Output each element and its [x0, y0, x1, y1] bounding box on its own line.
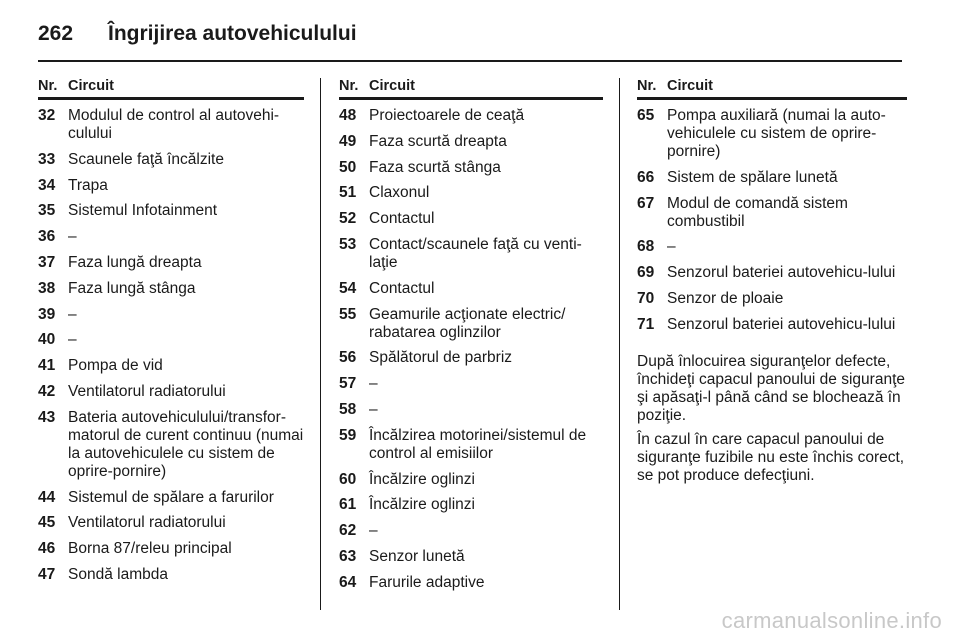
fuse-number: 56 [339, 349, 357, 367]
circuit-name: Borna 87/releu principal [68, 540, 232, 558]
table-row [38, 148, 304, 172]
fuse-number: 68 [637, 238, 655, 256]
table-row [38, 104, 304, 146]
fuse-number: 61 [339, 496, 357, 514]
table-row [339, 424, 603, 466]
fuse-number: 69 [637, 264, 655, 282]
column-divider [320, 78, 321, 610]
page-number: 262 [38, 22, 74, 45]
circuit-name: Sistem de spălare lunetă [667, 168, 838, 186]
circuit-name: – [68, 331, 77, 349]
fuse-number: 66 [637, 168, 655, 186]
circuit-name: Farurile adaptive [369, 573, 485, 591]
table-row [38, 174, 304, 198]
column-divider [619, 78, 620, 610]
fuse-number: 67 [637, 194, 655, 212]
fuse-number: 46 [38, 540, 56, 558]
fuse-number: 58 [339, 400, 357, 418]
fuse-number: 33 [38, 150, 56, 168]
fuse-number: 48 [339, 107, 357, 124]
circuit-name: Ventilatorul radiatorului [68, 514, 226, 532]
table-row [637, 192, 907, 234]
table-row [339, 156, 603, 180]
fuse-number: 52 [339, 210, 357, 228]
fuse-number: 42 [38, 382, 56, 400]
table-row [339, 346, 603, 370]
table-row [38, 380, 304, 404]
table-header [637, 78, 907, 100]
note-paragraph: În cazul în care capacul panoului de siguranţe fuzibile nu este închis corect, se pot produce defecţiuni. [637, 430, 905, 484]
fuse-number: 38 [38, 279, 56, 297]
table-rows [38, 104, 304, 587]
table-row [637, 235, 907, 259]
circuit-name: Modulul de control al autovehi-culului [68, 107, 280, 142]
fuse-number: 49 [339, 132, 357, 150]
table-header [339, 78, 603, 100]
table-header [38, 78, 304, 100]
header-rule [38, 60, 902, 62]
circuit-name: Proiectoarele de ceaţă [369, 107, 525, 124]
circuit-name: – [68, 228, 77, 246]
table-row [339, 104, 603, 128]
circuit-name: – [68, 305, 77, 323]
fuse-number: 59 [339, 426, 357, 444]
table-row [38, 486, 304, 510]
table-row [38, 406, 304, 484]
fuse-number: 32 [38, 107, 56, 124]
fuse-number: 50 [339, 158, 357, 176]
circuit-name: Ventilatorul radiatorului [68, 382, 226, 400]
table-row [38, 251, 304, 275]
table-row [339, 181, 603, 205]
circuit-name: Faza scurtă stânga [369, 158, 501, 176]
table-row [38, 563, 304, 587]
circuit-name: – [369, 400, 378, 418]
circuit-name: – [667, 238, 676, 256]
table-row [339, 303, 603, 345]
fuse-number: 70 [637, 289, 655, 307]
fuse-number: 53 [339, 235, 357, 253]
fuse-number: 35 [38, 202, 56, 220]
circuit-name: Senzor de ploaie [667, 289, 784, 307]
table-row [339, 277, 603, 301]
circuit-name: Senzorul bateriei autovehicu-lului [667, 264, 896, 282]
circuit-name: Spălătorul de parbriz [369, 349, 513, 367]
fuse-number: 40 [38, 331, 56, 349]
table-row [339, 398, 603, 422]
fuse-number: 45 [38, 514, 56, 532]
table-row [38, 277, 304, 301]
note-paragraph: După înlocuirea siguranţelor defecte, închideţi capacul panoului de siguranţe şi apăsaţi-l până când se blochează în poziţie. [637, 352, 905, 424]
fuse-number: 63 [339, 547, 357, 565]
circuit-name: Scaunele faţă încălzite [68, 150, 224, 168]
fuse-number: 34 [38, 176, 56, 194]
watermark: carmanualsonline.info [721, 608, 942, 633]
table-row [38, 537, 304, 561]
fuse-number: 62 [339, 522, 357, 540]
circuit-name: – [369, 522, 378, 540]
table-row [339, 468, 603, 492]
circuit-name: Senzorul bateriei autovehicu-lului [667, 315, 896, 333]
fuse-number: 51 [339, 184, 357, 202]
table-row [637, 166, 907, 190]
fuse-number: 37 [38, 253, 56, 271]
fuse-number: 47 [38, 565, 56, 583]
fuse-number: 54 [339, 279, 357, 297]
header-nr: Nr. [38, 78, 58, 94]
table-row [637, 313, 907, 337]
circuit-name: Sistemul de spălare a farurilor [68, 488, 274, 506]
table-row [38, 225, 304, 249]
fuse-number: 65 [637, 107, 655, 124]
circuit-name: Claxonul [369, 184, 430, 202]
fuse-number: 36 [38, 228, 56, 246]
fuse-number: 60 [339, 470, 357, 488]
table-row [339, 519, 603, 543]
fuse-number: 44 [38, 488, 56, 506]
circuit-name: Faza lungă stânga [68, 279, 196, 297]
fuse-table-column-2 [339, 78, 603, 597]
page-header [38, 14, 357, 54]
notes [637, 353, 907, 485]
fuse-number: 55 [339, 305, 357, 323]
table-row [38, 354, 304, 378]
fuse-number: 57 [339, 375, 357, 393]
table-row [38, 511, 304, 535]
header-nr: Nr. [339, 78, 359, 94]
circuit-name: Încălzire oglinzi [369, 496, 475, 514]
table-rows [637, 104, 907, 337]
table-rows [339, 104, 603, 595]
circuit-name: Contactul [369, 210, 435, 228]
circuit-name: Sondă lambda [68, 565, 168, 583]
circuit-name: – [369, 375, 378, 393]
fuse-number: 39 [38, 305, 56, 323]
circuit-name: Senzor lunetă [369, 547, 465, 565]
circuit-name: Contactul [369, 279, 435, 297]
circuit-name: Pompa de vid [68, 357, 163, 375]
header-nr: Nr. [637, 78, 657, 94]
table-row [339, 233, 603, 275]
header-circuit: Circuit [369, 78, 415, 94]
header-circuit: Circuit [68, 78, 114, 94]
table-row [38, 303, 304, 327]
table-row [38, 199, 304, 223]
header-circuit: Circuit [667, 78, 713, 94]
circuit-name: Geamurile acţionate electric/ rabatarea oglinzilor [369, 305, 566, 341]
table-row [637, 287, 907, 311]
table-row [38, 328, 304, 352]
fuse-table-column-1 [38, 78, 304, 589]
table-row [339, 545, 603, 569]
fuse-table-column-3 [637, 78, 907, 491]
circuit-name: Încălzire oglinzi [369, 470, 475, 488]
circuit-name: Încălzirea motorinei/sistemul de control al emisiilor [369, 426, 587, 462]
circuit-name: Sistemul Infotainment [68, 202, 218, 220]
table-row [339, 372, 603, 396]
fuse-number: 64 [339, 573, 357, 591]
circuit-name: Pompa auxiliară (numai la auto-vehiculele cu sistem de oprire-pornire) [667, 107, 886, 160]
fuse-number: 43 [38, 408, 56, 426]
circuit-name: Bateria autovehiculului/transfor-matorul de curent continuu (numai la autovehiculele cu sistem de oprire-pornire) [68, 408, 304, 480]
circuit-name: Modul de comandă sistem combustibil [667, 194, 848, 230]
table-row [637, 104, 907, 164]
circuit-name: Faza lungă dreapta [68, 253, 202, 271]
page-title: Îngrijirea autovehiculului [108, 22, 357, 45]
circuit-name: Trapa [68, 176, 108, 194]
table-row [339, 571, 603, 595]
fuse-number: 71 [637, 315, 655, 333]
table-row [339, 130, 603, 154]
table-row [339, 493, 603, 517]
circuit-name: Faza scurtă dreapta [369, 132, 507, 150]
table-row [339, 207, 603, 231]
fuse-number: 41 [38, 357, 56, 375]
circuit-name: Contact/scaunele faţă cu venti-laţie [369, 235, 582, 271]
table-row [637, 261, 907, 285]
